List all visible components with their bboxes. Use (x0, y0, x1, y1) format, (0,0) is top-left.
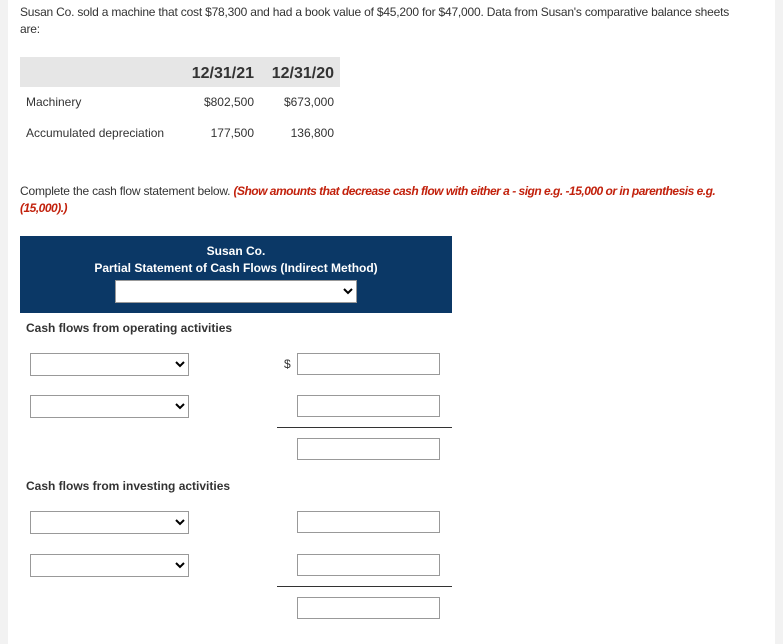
investing-line-1-amount[interactable] (297, 511, 440, 533)
question-page (8, 0, 775, 644)
operating-line-2-select[interactable] (30, 395, 189, 418)
cell-value: $673,000 (283, 95, 334, 109)
instructions-text: Complete the cash flow statement below. (20, 184, 234, 198)
company-name: Susan Co. (206, 244, 266, 258)
table-row-accumulated-depreciation (20, 118, 340, 149)
row-label: Accumulated depreciation (26, 126, 165, 140)
instructions (20, 183, 750, 217)
column-header-2020: 12/31/20 (271, 65, 334, 82)
investing-total-amount[interactable] (297, 597, 440, 619)
operating-line-1-amount[interactable] (297, 353, 440, 375)
operating-total-amount[interactable] (297, 438, 440, 460)
column-header-2021: 12/31/21 (191, 65, 254, 82)
investing-line-2-select[interactable] (30, 554, 189, 577)
cell-value: 136,800 (290, 126, 334, 140)
investing-heading: Cash flows from investing activities (26, 479, 231, 493)
balance-sheet-table (20, 57, 340, 149)
investing-line-1-select[interactable] (30, 511, 189, 534)
currency-symbol: $ (284, 357, 291, 371)
subtotal-rule (277, 586, 452, 587)
row-label: Machinery (26, 95, 82, 109)
operating-heading: Cash flows from operating activities (26, 321, 233, 335)
operating-line-2-amount[interactable] (297, 395, 440, 417)
intro-text: Susan Co. sold a machine that cost $78,300 and had a book value of $45,200 for $47,000. Data from Susan's comparative balance sheets are: (20, 5, 730, 36)
table-header-row (20, 57, 340, 87)
instructions-emphasis: (Show amounts that decrease cash flow with either a - sign e.g. -15,000 or in parenthesis e.g. (15,000).) (20, 184, 716, 215)
cell-value: 177,500 (210, 126, 254, 140)
investing-line-2-amount[interactable] (297, 554, 440, 576)
cell-value: $802,500 (203, 95, 254, 109)
operating-line-1-select[interactable] (30, 353, 189, 376)
period-select[interactable] (115, 280, 357, 303)
statement-header (20, 236, 452, 313)
statement-title: Partial Statement of Cash Flows (Indirect Method) (94, 261, 378, 275)
table-row-machinery (20, 87, 340, 118)
subtotal-rule (277, 427, 452, 428)
